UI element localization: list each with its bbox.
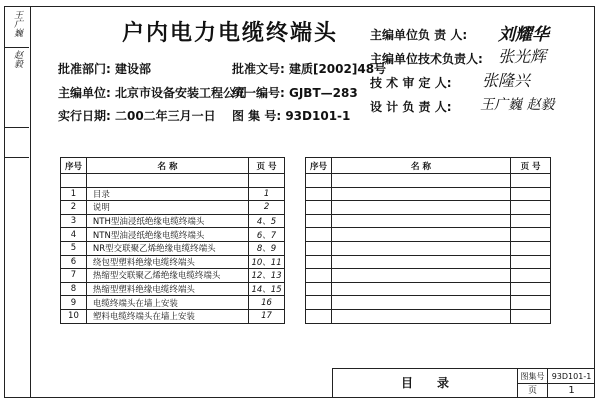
strip-cell <box>5 127 29 158</box>
toc-header-page: 页 号 <box>249 158 285 174</box>
toc-table-right <box>305 157 551 324</box>
strip-signature-2: 赵毅 <box>12 50 22 68</box>
toc-cell-no: 7 <box>61 269 87 283</box>
toc-cell-empty <box>511 296 551 310</box>
toc-cell-empty <box>306 255 332 269</box>
toc-header-row <box>306 158 551 174</box>
toc-row-empty <box>306 201 551 215</box>
toc-cell-empty <box>331 241 510 255</box>
toc-cell-empty <box>306 296 332 310</box>
toc-cell-empty <box>331 282 510 296</box>
footer-title: 目 录 <box>400 376 449 390</box>
toc-row <box>61 201 285 215</box>
toc-row-empty <box>306 296 551 310</box>
toc-row <box>61 174 285 188</box>
toc-row <box>61 255 285 269</box>
atlas-no: 图 集 号: 93D101-1 <box>232 109 351 123</box>
toc-row <box>61 296 285 310</box>
toc-row <box>61 228 285 242</box>
toc-cell-no: 1 <box>61 187 87 201</box>
footer-atlas-label: 图集号 <box>517 369 547 384</box>
resp-label-2: 主编单位技术负责人: <box>370 52 483 66</box>
toc-cell-name: 说明 <box>86 201 248 215</box>
toc-row <box>61 241 285 255</box>
resp-label-1: 主编单位负 责 人: <box>370 28 468 42</box>
toc-cell-empty <box>306 241 332 255</box>
toc-cell-empty <box>511 309 551 323</box>
toc-cell-no: 5 <box>61 241 87 255</box>
toc-header-page: 页 号 <box>511 158 551 174</box>
resp-label-3: 技 术 审 定 人: <box>370 76 452 90</box>
toc-cell-empty <box>511 282 551 296</box>
toc-header-name: 名 称 <box>331 158 510 174</box>
toc-cell-empty <box>306 269 332 283</box>
toc-cell-no: 10 <box>61 309 87 323</box>
toc-cell-empty <box>331 187 510 201</box>
toc-cell-no: 9 <box>61 296 87 310</box>
toc-cell-page: 6、7 <box>249 228 285 242</box>
resp-signature-2: 张光辉 <box>498 47 547 66</box>
toc-row-empty <box>306 255 551 269</box>
title-block <box>332 368 595 398</box>
toc-header-row <box>61 158 285 174</box>
toc-cell-name: 电缆终端头在墙上安装 <box>86 296 248 310</box>
left-signature-strip <box>4 6 30 398</box>
toc-cell-no: 6 <box>61 255 87 269</box>
toc-cell-name: 绕包型塑料绝缘电缆终端头 <box>86 255 248 269</box>
toc-cell-empty <box>331 174 510 188</box>
toc-header-name: 名 称 <box>86 158 248 174</box>
strip-cell <box>5 7 29 48</box>
toc-cell-empty <box>511 241 551 255</box>
strip-cell <box>5 47 29 128</box>
toc-cell-empty <box>511 174 551 188</box>
chief-unit: 主编单位: 北京市设备安装工程公司 <box>58 86 247 100</box>
toc-cell-empty <box>331 296 510 310</box>
toc-cell-no: 3 <box>61 214 87 228</box>
page-title: 户内电力电缆终端头 <box>122 21 339 46</box>
toc-cell-page: 12、13 <box>249 269 285 283</box>
toc-row <box>61 214 285 228</box>
toc-cell-name: NTN型油浸纸绝缘电缆终端头 <box>86 228 248 242</box>
toc-cell-empty <box>511 228 551 242</box>
toc-header-no: 序号 <box>61 158 87 174</box>
toc-row <box>61 282 285 296</box>
toc-cell-page <box>249 174 285 188</box>
toc-cell-empty <box>306 174 332 188</box>
toc-cell-name: 热缩型交联聚乙烯绝缘电缆终端头 <box>86 269 248 283</box>
toc-cell-empty <box>306 282 332 296</box>
toc-cell-page: 16 <box>249 296 285 310</box>
toc-row-empty <box>306 241 551 255</box>
toc-cell-name: 塑料电缆终端头在墙上安装 <box>86 309 248 323</box>
toc-cell-page: 1 <box>249 187 285 201</box>
toc-cell-empty <box>331 309 510 323</box>
toc-row-empty <box>306 228 551 242</box>
toc-cell-name <box>86 174 248 188</box>
toc-cell-name: NTH型油浸纸绝缘电缆终端头 <box>86 214 248 228</box>
toc-cell-empty <box>331 214 510 228</box>
toc-cell-empty <box>511 187 551 201</box>
toc-row <box>61 309 285 323</box>
toc-row-empty <box>306 187 551 201</box>
effective-date: 实行日期: 二00二年三月一日 <box>58 109 216 123</box>
approve-dept: 批准部门: 建设部 <box>58 62 151 76</box>
toc-cell-empty <box>331 255 510 269</box>
footer-atlas-value: 93D101-1 <box>547 369 595 384</box>
toc-cell-empty <box>331 201 510 215</box>
toc-cell-empty <box>331 228 510 242</box>
toc-row-empty <box>306 282 551 296</box>
toc-row-empty <box>306 309 551 323</box>
toc-row <box>61 269 285 283</box>
toc-cell-empty <box>306 214 332 228</box>
approve-doc: 批准文号: 建质[2002]48号 <box>232 62 387 76</box>
toc-cell-empty <box>511 214 551 228</box>
toc-cell-empty <box>306 309 332 323</box>
toc-cell-page: 17 <box>249 309 285 323</box>
toc-cell-name: 目录 <box>86 187 248 201</box>
toc-row-empty <box>306 214 551 228</box>
toc-cell-empty <box>511 255 551 269</box>
toc-cell-no <box>61 174 87 188</box>
toc-row-empty <box>306 174 551 188</box>
toc-cell-page: 4、5 <box>249 214 285 228</box>
toc-cell-empty <box>306 201 332 215</box>
unified-no: 统一编号: GJBT—283 <box>232 86 358 100</box>
toc-table-left <box>60 157 285 324</box>
toc-cell-empty <box>331 269 510 283</box>
resp-label-4: 设 计 负 责 人: <box>370 100 452 114</box>
toc-row <box>61 187 285 201</box>
toc-cell-page: 14、15 <box>249 282 285 296</box>
toc-cell-no: 8 <box>61 282 87 296</box>
toc-cell-page: 8、9 <box>249 241 285 255</box>
toc-cell-empty <box>306 187 332 201</box>
footer-page-value: 1 <box>547 384 595 398</box>
resp-signature-3: 张隆兴 <box>482 71 531 90</box>
toc-cell-name: 热缩型塑料绝缘电缆终端头 <box>86 282 248 296</box>
title-block-name-cell <box>332 369 517 398</box>
footer-page-label: 页 <box>517 384 547 398</box>
toc-cell-empty <box>511 201 551 215</box>
toc-cell-empty <box>306 228 332 242</box>
toc-row-empty <box>306 269 551 283</box>
toc-cell-no: 2 <box>61 201 87 215</box>
toc-cell-page: 2 <box>249 201 285 215</box>
resp-signature-4: 王广巍 赵毅 <box>480 97 555 113</box>
toc-cell-name: NR型交联聚乙烯绝缘电缆终端头 <box>86 241 248 255</box>
strip-signature-1: 王广巍 <box>12 10 22 37</box>
toc-cell-empty <box>511 269 551 283</box>
toc-header-no: 序号 <box>306 158 332 174</box>
toc-cell-no: 4 <box>61 228 87 242</box>
toc-cell-page: 10、11 <box>249 255 285 269</box>
resp-signature-1: 刘耀华 <box>498 25 549 45</box>
